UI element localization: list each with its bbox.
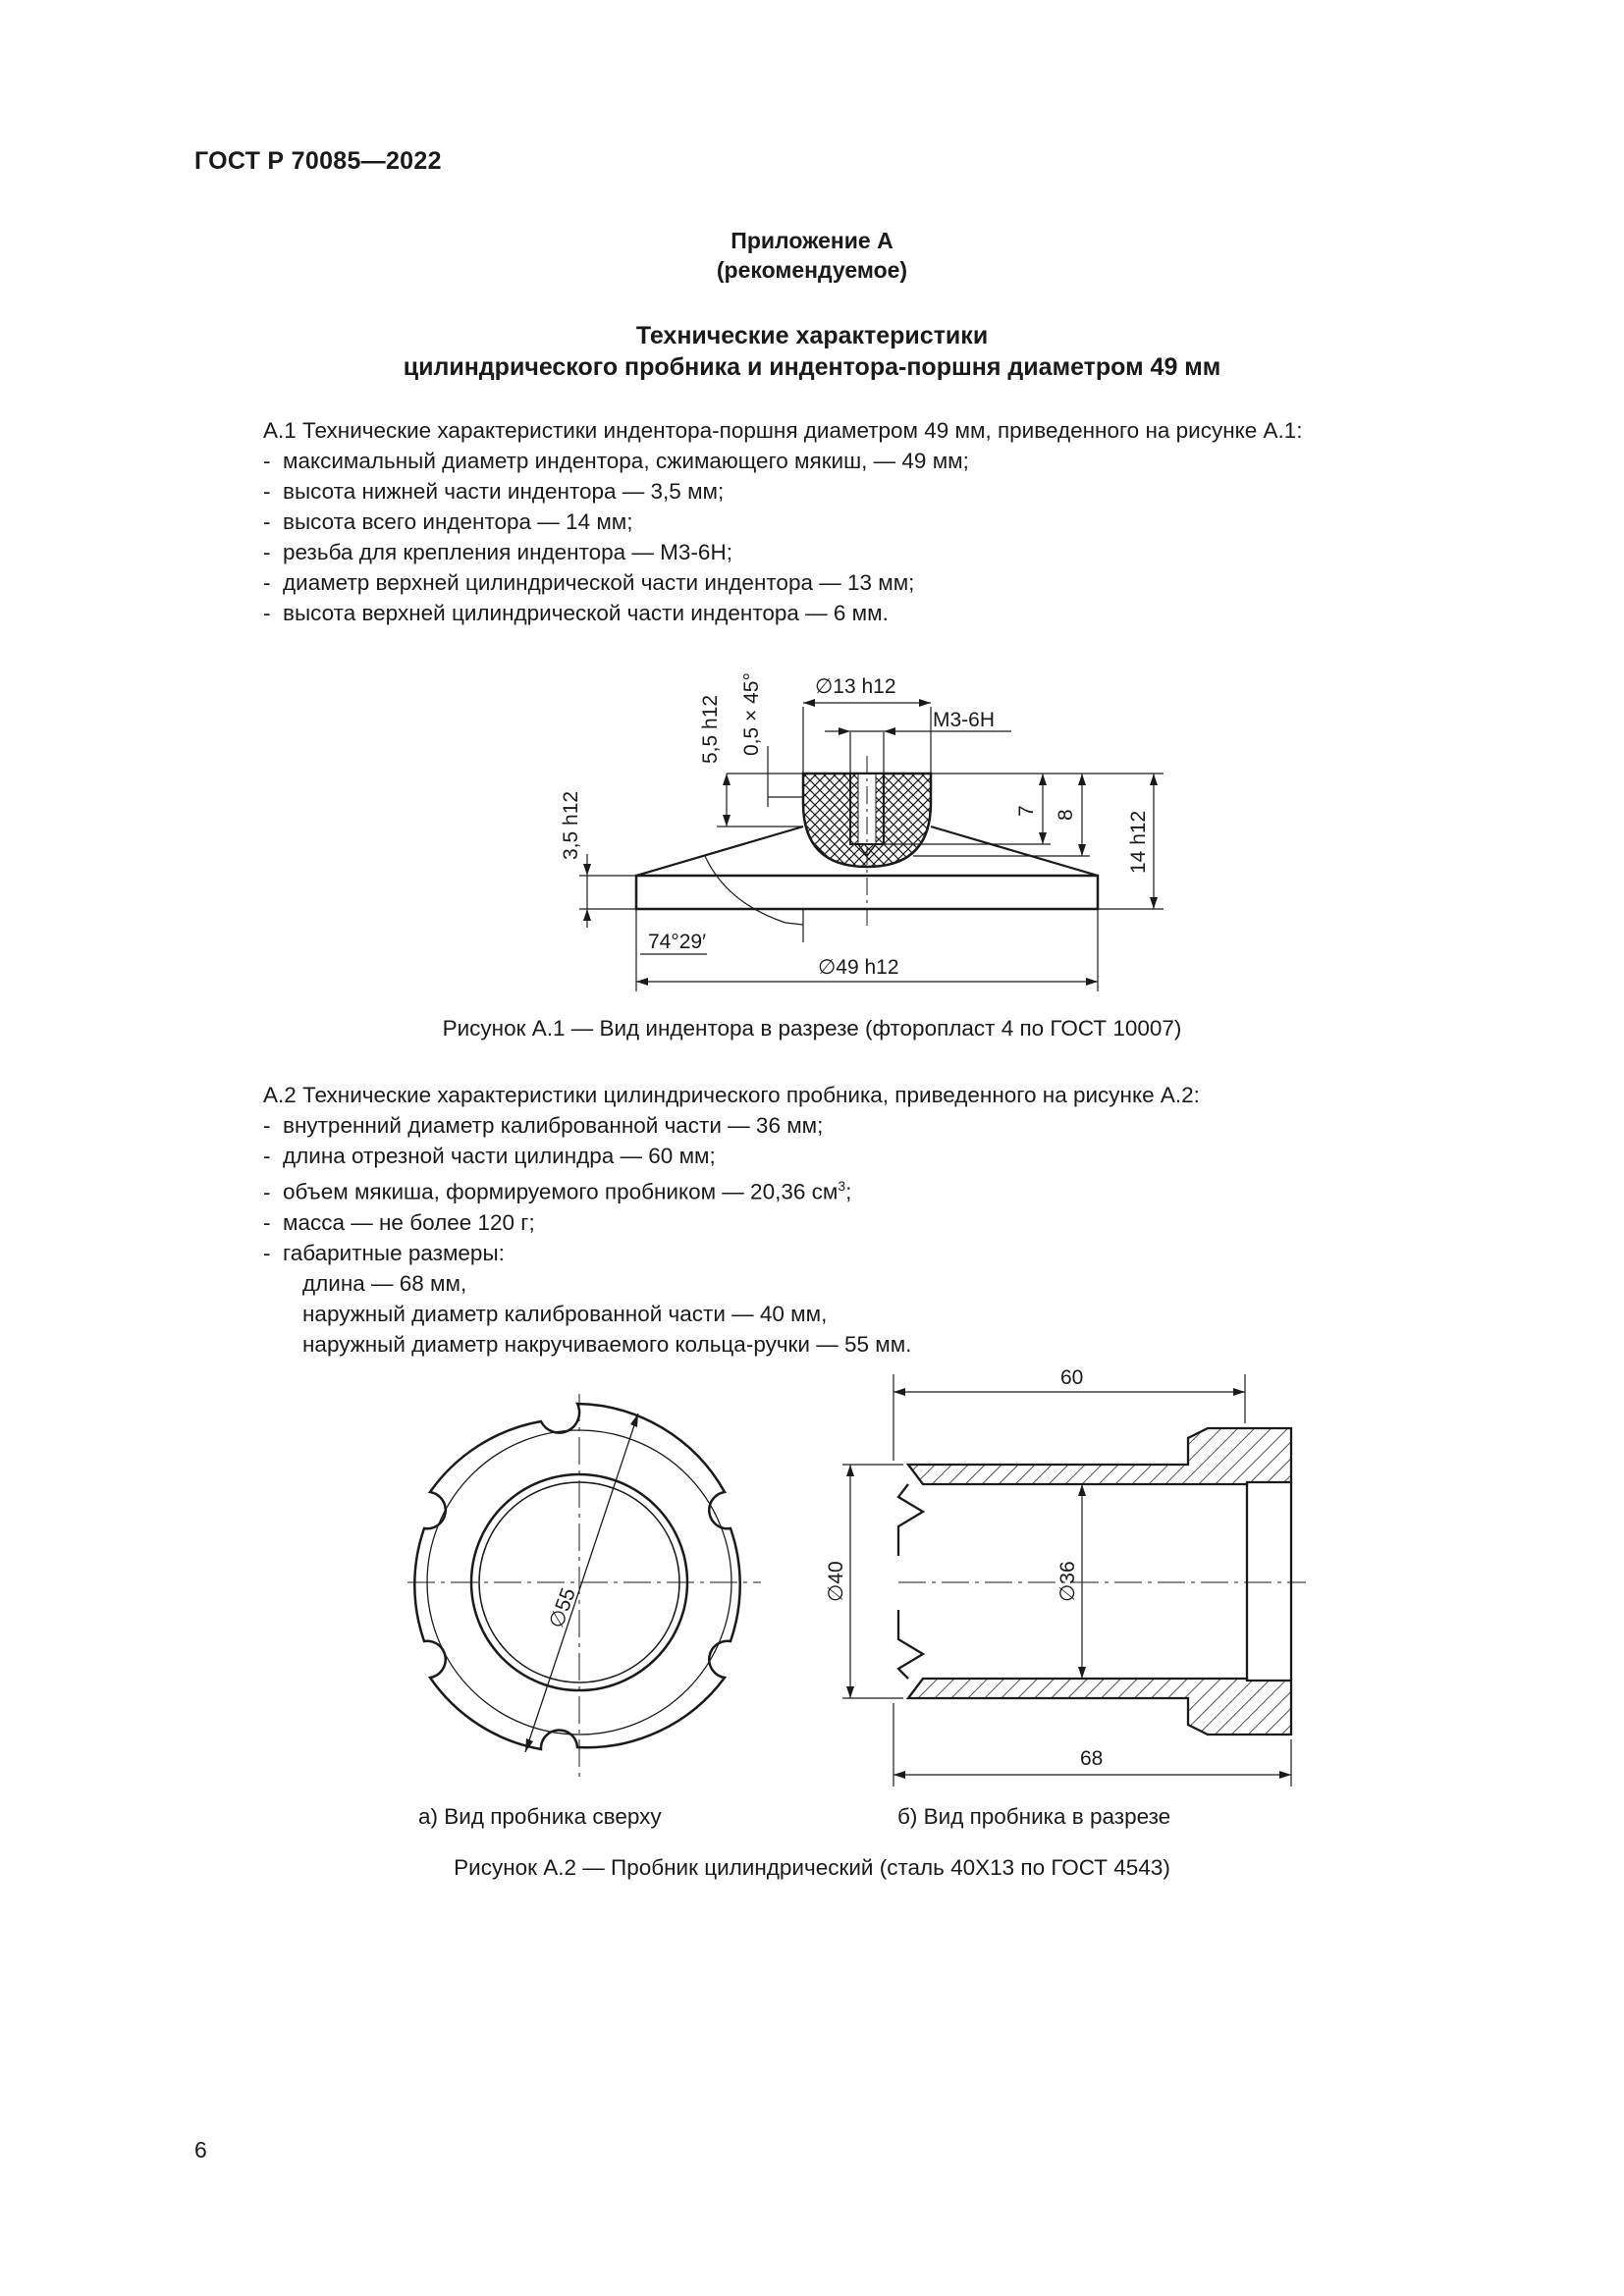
paragraph-a2-intro: А.2 Технические характеристики цилиндрического пробника, приведенного на рисунке А.2: bbox=[263, 1083, 1200, 1107]
figure-a2-sub-caption-a: а) Вид пробника сверху bbox=[418, 1804, 662, 1829]
appendix-status: (рекомендуемое) bbox=[716, 257, 908, 283]
section-title-line1: Технические характеристики bbox=[635, 322, 989, 349]
sub-list-item: наружный диаметр накручиваемого кольца-ручки — 55 мм. bbox=[302, 1331, 912, 1357]
list-item: - максимальный диаметр индентора, сжимающего мякиш, — 49 мм; bbox=[263, 446, 1303, 476]
dim-label-60: 60 bbox=[1060, 1366, 1084, 1389]
volume-superscript: 3 bbox=[838, 1178, 846, 1194]
dim-label-68: 68 bbox=[1080, 1747, 1104, 1770]
dim-label-angle: 74°29′ bbox=[648, 931, 707, 953]
list-item: - высота верхней цилиндрической части индентора — 6 мм. bbox=[263, 598, 1303, 628]
figure-a2-caption: Рисунок А.2 — Пробник цилиндрический (сталь 40Х13 по ГОСТ 4543) bbox=[454, 1855, 1170, 1880]
figure-a1-caption: Рисунок А.1 — Вид индентора в разрезе (фторопласт 4 по ГОСТ 10007) bbox=[442, 1016, 1182, 1041]
appendix-title: Приложение А bbox=[731, 228, 893, 253]
paragraph-a1 bbox=[263, 415, 1303, 628]
dim-label-d49: ∅49 h12 bbox=[818, 956, 899, 979]
dim-label-d36: ∅36 bbox=[1056, 1561, 1079, 1602]
dim-label-d13: ∅13 h12 bbox=[815, 675, 896, 698]
dim-label-thread: М3-6Н bbox=[933, 709, 996, 731]
figure-a2-probe-drawing bbox=[0, 1355, 1624, 1826]
dim-label-chamfer: 0,5 × 45° bbox=[740, 672, 763, 756]
section-title-line2: цилиндрического пробника и индентора-поршня диаметром 49 мм bbox=[403, 353, 1221, 381]
paragraph-a1-intro: А.1 Технические характеристики индентора-поршня диаметром 49 мм, приведенного на рисунке А.1: bbox=[263, 418, 1303, 443]
probe-top-view bbox=[407, 1394, 761, 1777]
dim-label-7: 7 bbox=[1015, 805, 1038, 817]
document-code-header: ГОСТ Р 70085—2022 bbox=[194, 147, 442, 175]
list-item: - длина отрезной части цилиндра — 60 мм; bbox=[263, 1141, 1200, 1171]
list-item: - высота нижней части индентора — 3,5 мм; bbox=[263, 476, 1303, 507]
dim-label-8: 8 bbox=[1055, 809, 1077, 821]
page-number: 6 bbox=[194, 2137, 207, 2163]
list-item: - диаметр верхней цилиндрической части индентора — 13 мм; bbox=[263, 567, 1303, 598]
list-item: - резьба для крепления индентора — М3-6Н; bbox=[263, 537, 1303, 567]
list-item: - масса — не более 120 г; bbox=[263, 1207, 1200, 1238]
dim-label-h14: 14 h12 bbox=[1127, 810, 1150, 874]
list-item: - габаритные размеры: bbox=[263, 1238, 1200, 1268]
dim-label-d40: ∅40 bbox=[825, 1561, 847, 1602]
figure-a2-sub-caption-b: б) Вид пробника в разрезе bbox=[897, 1804, 1171, 1829]
sub-list-item: наружный диаметр калиброванной части — 40 мм, bbox=[302, 1301, 828, 1326]
list-item: - высота всего индентора — 14 мм; bbox=[263, 507, 1303, 537]
list-item bbox=[263, 1171, 1200, 1207]
figure-a1-indenter-drawing bbox=[0, 628, 1624, 1001]
list-item: - внутренний диаметр калиброванной части — 36 мм; bbox=[263, 1110, 1200, 1141]
sub-list-item: длина — 68 мм, bbox=[302, 1270, 467, 1296]
volume-end: ; bbox=[845, 1179, 852, 1204]
paragraph-a2 bbox=[263, 1080, 1200, 1360]
dim-label-d55: ∅55 bbox=[545, 1584, 580, 1631]
volume-text: объем мякиша, формируемого пробником — 20,36 см bbox=[283, 1179, 839, 1204]
dim-label-h35: 3,5 h12 bbox=[560, 790, 582, 860]
dim-label-h55: 5,5 h12 bbox=[699, 694, 722, 764]
